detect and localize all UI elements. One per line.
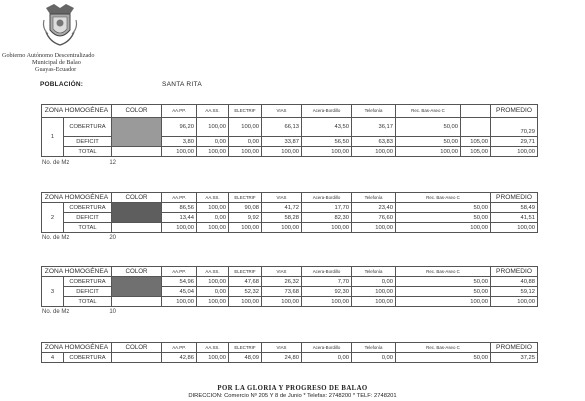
cell-aapp: 100,00 (162, 147, 197, 157)
zone-number: 3 (42, 277, 64, 307)
institution-line-3: Guayas-Ecuador (35, 66, 77, 74)
institution-line-1: Gobierno Autónomo Descentralizado (2, 52, 95, 59)
cell-aapp: 100,00 (162, 223, 197, 233)
cell-vias: 66,13 (262, 118, 302, 137)
cell-telefonia: 63,83 (352, 137, 396, 147)
cell-aass: 100,00 (197, 277, 229, 287)
col-rec: Rec. Bas-Aseo C (396, 267, 491, 277)
col-electrif: ELECTRIF (229, 105, 262, 118)
zone-3-table (41, 266, 538, 307)
cell-electrif: 100,00 (229, 118, 262, 137)
cell-aapp: 13,44 (162, 213, 197, 223)
col-vias: VIAS (262, 105, 302, 118)
zone-color-swatch (112, 277, 162, 297)
col-rec: Rec. Bas-Aseo C (396, 105, 461, 118)
cell-promedio: 40,88 (491, 277, 538, 287)
zone-number: 1 (42, 118, 64, 157)
col-blank (461, 105, 491, 118)
row-label: COBERTURA (64, 353, 112, 363)
institution-header (2, 52, 94, 74)
cell-acera: 56,50 (302, 137, 352, 147)
cell-rec: 50,00 (396, 353, 491, 363)
zone-color-swatch (112, 353, 162, 363)
cell-vias: 26,32 (262, 277, 302, 287)
cell-vias: 41,72 (262, 203, 302, 213)
cell-promedio: 59,12 (491, 287, 538, 297)
col-telefonia: Telefonía (352, 343, 396, 353)
row-label: DEFICIT (64, 137, 112, 147)
cell-vias: 24,80 (262, 353, 302, 363)
col-aass: AA.SS. (197, 343, 229, 353)
col-aapp: AA.PP. (162, 105, 197, 118)
row-label: COBERTURA (64, 118, 112, 137)
cell-aapp: 42,86 (162, 353, 197, 363)
cell-aapp: 45,04 (162, 287, 197, 297)
col-zona-homogenea: ZONA HOMOGÉNEA (42, 193, 112, 203)
cell-aass: 100,00 (197, 203, 229, 213)
cell-promedio: 58,49 (491, 203, 538, 213)
cell-telefonia: 76,60 (352, 213, 396, 223)
col-promedio: PROMEDIO (491, 105, 538, 118)
cell-extra: 105,00 (461, 147, 491, 157)
cell-aapp: 3,80 (162, 137, 197, 147)
cell-promedio: 37,25 (491, 353, 538, 363)
zone-color-swatch (112, 203, 162, 223)
cell-promedio: 100,00 (491, 147, 538, 157)
mz-count-zone-3 (42, 309, 116, 315)
mz-count-zone-2 (42, 235, 116, 241)
col-aass: AA.SS. (197, 193, 229, 203)
zone-3-section (41, 266, 538, 307)
cell-acera: 92,30 (302, 287, 352, 297)
zone-number: 2 (42, 203, 64, 233)
col-telefonia: Telefonía (352, 193, 396, 203)
cell-telefonia: 100,00 (352, 287, 396, 297)
col-color: COLOR (112, 105, 162, 118)
cell-acera: 100,00 (302, 297, 352, 307)
col-acera: Acera-Bordillo (302, 267, 352, 277)
cell-aass: 100,00 (197, 147, 229, 157)
col-zona-homogenea: ZONA HOMOGÉNEA (42, 105, 112, 118)
cell-acera: 100,00 (302, 223, 352, 233)
cell-rec: 50,00 (396, 277, 491, 287)
cell-aass: 0,00 (197, 137, 229, 147)
cell-acera: 100,00 (302, 147, 352, 157)
mz-label: No. de Mz (42, 309, 70, 315)
col-vias: VIAS (262, 343, 302, 353)
cell-aapp: 96,20 (162, 118, 197, 137)
col-color: COLOR (112, 343, 162, 353)
col-color: COLOR (112, 193, 162, 203)
cell-electrif: 48,09 (229, 353, 262, 363)
col-aass: AA.SS. (197, 267, 229, 277)
col-acera: Acera-Bordillo (302, 343, 352, 353)
mz-count-zone-1 (42, 160, 116, 166)
cell-rec: 100,00 (396, 147, 461, 157)
zone-1-table (41, 104, 538, 157)
zone-1-section (41, 104, 538, 157)
row-label: TOTAL (64, 223, 112, 233)
cell-vias: 100,00 (262, 147, 302, 157)
col-color: COLOR (112, 267, 162, 277)
zone-4-section (41, 342, 538, 363)
cell-extra: 105,00 (461, 137, 491, 147)
cell-acera: 43,50 (302, 118, 352, 137)
row-label: DEFICIT (64, 213, 112, 223)
cell-telefonia: 36,17 (352, 118, 396, 137)
cell-vias: 100,00 (262, 297, 302, 307)
cell-telefonia: 0,00 (352, 277, 396, 287)
cell-extra (461, 118, 491, 137)
cell-acera: 82,30 (302, 213, 352, 223)
zone-4-table (41, 342, 538, 363)
footer-motto: POR LA GLORIA Y PROGRESO DE BALAO (217, 385, 368, 392)
cell-electrif: 52,32 (229, 287, 262, 297)
cell-aass: 0,00 (197, 213, 229, 223)
cell-rec: 100,00 (396, 223, 491, 233)
zone-number: 4 (42, 353, 64, 363)
col-promedio: PROMEDIO (491, 193, 538, 203)
cell-telefonia: 100,00 (352, 297, 396, 307)
cell-telefonia: 23,40 (352, 203, 396, 213)
cell-rec: 50,00 (396, 213, 491, 223)
col-vias: VIAS (262, 193, 302, 203)
cell-aapp: 54,96 (162, 277, 197, 287)
col-telefonia: Telefonía (352, 267, 396, 277)
row-label: TOTAL (64, 297, 112, 307)
cell-color-empty (112, 297, 162, 307)
col-aapp: AA.PP. (162, 267, 197, 277)
cell-aapp: 100,00 (162, 297, 197, 307)
col-promedio: PROMEDIO (491, 343, 538, 353)
cell-color-empty (112, 223, 162, 233)
cell-vias: 33,87 (262, 137, 302, 147)
cell-rec: 50,00 (396, 137, 461, 147)
cell-promedio: 100,00 (491, 223, 538, 233)
col-acera: Acera-Bordillo (302, 105, 352, 118)
footer-address: DIRECCION: Comercio Nº 205 Y 8 de Junio * Telefax: 2748200 * TELF: 2748201 (188, 393, 397, 399)
cell-electrif: 100,00 (229, 297, 262, 307)
cell-aass: 100,00 (197, 223, 229, 233)
row-label: DEFICIT (64, 287, 112, 297)
municipal-coat-of-arms-icon (40, 2, 80, 48)
cell-color-empty (112, 147, 162, 157)
cell-aapp: 86,56 (162, 203, 197, 213)
col-acera: Acera-Bordillo (302, 193, 352, 203)
cell-acera: 17,70 (302, 203, 352, 213)
cell-telefonia: 100,00 (352, 223, 396, 233)
col-electrif: ELECTRIF (229, 343, 262, 353)
col-promedio: PROMEDIO (491, 267, 538, 277)
mz-value: 12 (109, 160, 117, 166)
cell-electrif: 100,00 (229, 147, 262, 157)
cell-electrif: 0,00 (229, 137, 262, 147)
cell-vias: 73,68 (262, 287, 302, 297)
cell-aass: 100,00 (197, 118, 229, 137)
cell-promedio: 41,51 (491, 213, 538, 223)
institution-line-2: Municipal de Balao (32, 59, 81, 67)
cell-promedio: 100,00 (491, 297, 538, 307)
cell-rec: 100,00 (396, 297, 491, 307)
col-zona-homogenea: ZONA HOMOGÉNEA (42, 343, 112, 353)
poblacion-label: POBLACIÓN: (40, 81, 84, 88)
cell-aass: 100,00 (197, 297, 229, 307)
cell-electrif: 90,08 (229, 203, 262, 213)
col-rec: Rec. Bas-Aseo C (396, 343, 491, 353)
col-rec: Rec. Bas-Aseo C (396, 193, 491, 203)
row-label: COBERTURA (64, 203, 112, 213)
mz-value: 20 (109, 235, 117, 241)
cell-electrif: 9,92 (229, 213, 262, 223)
cell-acera: 7,70 (302, 277, 352, 287)
zone-2-section (41, 192, 538, 233)
row-label: TOTAL (64, 147, 112, 157)
cell-electrif: 100,00 (229, 223, 262, 233)
cell-rec: 50,00 (396, 203, 491, 213)
cell-telefonia: 0,00 (352, 353, 396, 363)
col-vias: VIAS (262, 267, 302, 277)
cell-promedio: 70,29 (491, 118, 538, 137)
row-label: COBERTURA (64, 277, 112, 287)
cell-aass: 0,00 (197, 287, 229, 297)
mz-label: No. de Mz (42, 235, 70, 241)
cell-aass: 100,00 (197, 353, 229, 363)
col-aass: AA.SS. (197, 105, 229, 118)
cell-rec: 50,00 (396, 287, 491, 297)
mz-label: No. de Mz (42, 160, 70, 166)
col-electrif: ELECTRIF (229, 267, 262, 277)
col-zona-homogenea: ZONA HOMOGÉNEA (42, 267, 112, 277)
cell-vias: 58,28 (262, 213, 302, 223)
poblacion-value: SANTA RITA (162, 81, 202, 88)
zone-color-swatch (112, 118, 162, 147)
col-electrif: ELECTRIF (229, 193, 262, 203)
col-telefonia: Telefonía (352, 105, 396, 118)
cell-telefonia: 100,00 (352, 147, 396, 157)
zone-2-table (41, 192, 538, 233)
cell-electrif: 47,68 (229, 277, 262, 287)
cell-rec: 50,00 (396, 118, 461, 137)
col-aapp: AA.PP. (162, 193, 197, 203)
col-aapp: AA.PP. (162, 343, 197, 353)
cell-promedio: 29,71 (491, 137, 538, 147)
cell-vias: 100,00 (262, 223, 302, 233)
page-footer (0, 385, 585, 399)
cell-acera: 0,00 (302, 353, 352, 363)
mz-value: 10 (109, 309, 117, 315)
